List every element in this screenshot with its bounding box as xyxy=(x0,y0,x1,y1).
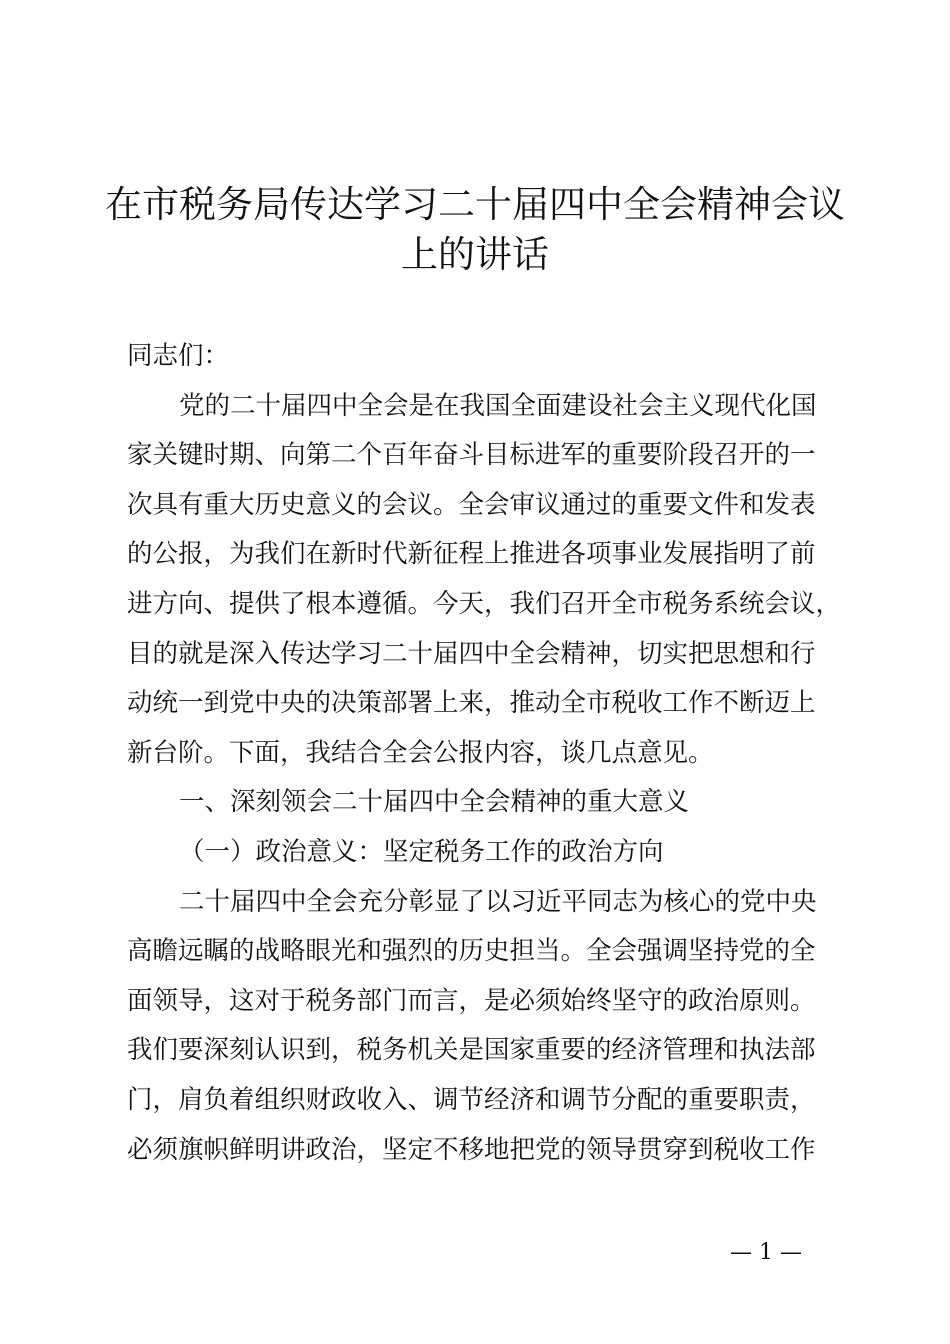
text-line: 动统一到党中央的决策部署上来，推动全市税收工作不断迈上 xyxy=(127,688,816,719)
document-body xyxy=(127,332,842,1175)
text-line: 党的二十届四中全会是在我国全面建设社会主义现代化国 xyxy=(179,390,817,421)
text-line: 目的就是深入传达学习二十届四中全会精神，切实把思想和行 xyxy=(127,638,816,669)
text-line: 必须旗帜鲜明讲政治，坚定不移地把党的领导贯穿到税收工作 xyxy=(127,1134,816,1165)
text-line: 高瞻远瞩的战略眼光和强烈的历史担当。全会强调坚持党的全 xyxy=(127,936,816,967)
text-line: 次具有重大历史意义的会议。全会审议通过的重要文件和发表 xyxy=(127,489,816,520)
paragraph xyxy=(127,778,837,828)
text-line: 的公报，为我们在新时代新征程上推进各项事业发展指明了前 xyxy=(127,539,816,570)
text-line: 我们要深刻认识到，税务机关是国家重要的经济管理和执法部 xyxy=(127,1035,816,1066)
paragraph xyxy=(127,828,837,878)
text-line: 一、深刻领会二十届四中全会精神的重大意义 xyxy=(179,787,690,818)
text-line: （一）政治意义：坚定税务工作的政治方向 xyxy=(179,836,664,867)
paragraph xyxy=(127,382,842,779)
page-number: — 1 — xyxy=(730,1240,802,1265)
text-line: 同志们： xyxy=(127,341,230,371)
document-title-line-2: 上的讲话 xyxy=(401,233,549,276)
paragraph xyxy=(127,878,837,1176)
text-line: 二十届四中全会充分彰显了以习近平同志为核心的党中央 xyxy=(179,886,817,917)
text-line: 面领导，这对于税务部门而言，是必须始终坚守的政治原则。 xyxy=(127,985,816,1016)
paragraph xyxy=(127,332,837,382)
text-line: 进方向、提供了根本遵循。今天，我们召开全市税务系统会议， xyxy=(127,588,842,619)
text-line: 家关键时期、向第二个百年奋斗目标进军的重要阶段召开的一 xyxy=(127,440,816,471)
document-title-line-1: 在市税务局传达学习二十届四中全会精神会议 xyxy=(105,183,845,226)
text-line: 门，肩负着组织财政收入、调节经济和调节分配的重要职责， xyxy=(127,1084,816,1115)
text-line: 新台阶。下面，我结合全会公报内容，谈几点意见。 xyxy=(127,737,714,768)
